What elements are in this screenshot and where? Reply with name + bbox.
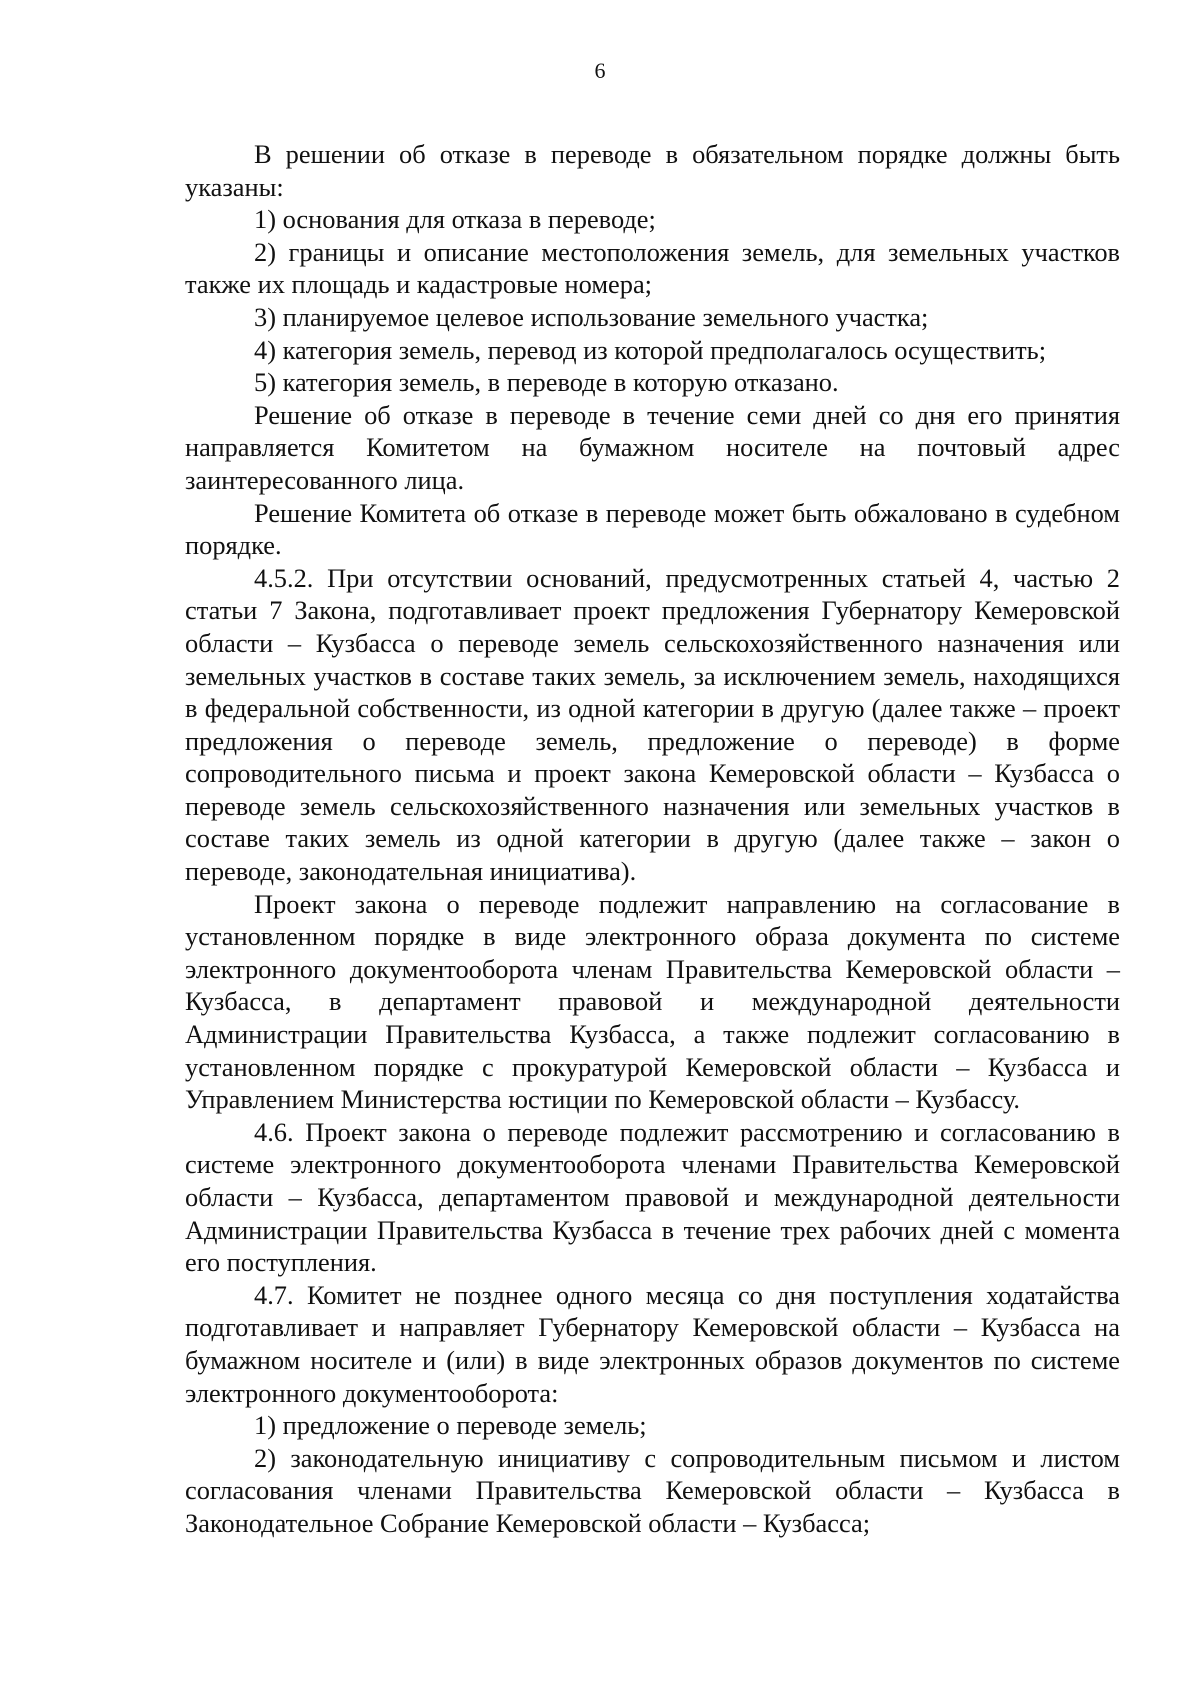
paragraph: Решение об отказе в переводе в течение семи дней со дня его принятия направляется Комитетом на бумажном носителе на почтовый адрес заинтересованного лица.: [185, 399, 1120, 495]
list-item: 1) предложение о переводе земель;: [254, 1410, 647, 1441]
list-item: 1) основания для отказа в переводе;: [254, 204, 656, 235]
paragraph: 4.7. Комитет не позднее одного месяца со дня поступления ходатайства подготавливает и направляет Губернатору Кемеровской области – Кузбасса на бумажном носителе и (или) в виде электронных образов документов по системе электронного документооборота:: [185, 1279, 1120, 1408]
document-body: [185, 138, 1120, 1540]
paragraph: 4.5.2. При отсутствии оснований, предусмотренных статьей 4, частью 2 статьи 7 Закона, подготавливает проект предложения Губернатору Кемеровской области – Кузбасса о переводе земель сельскохозяйственного назначения или земельных участков в составе таких земель, за исключением земель, находящихся в федеральной собственности, из одной категории в другую (далее также – проект предложения о переводе земель, предложение о переводе) в форме сопроводительного письма и проект закона Кемеровской области – Кузбасса о переводе земель сельскохозяйственного назначения или земельных участков в составе таких земель из одной категории в другую (далее также – закон о переводе, законодательная инициатива).: [185, 562, 1120, 887]
list-item: 4) категория земель, перевод из которой предполагалось осуществить;: [254, 334, 1047, 365]
list-item: 3) планируемое целевое использование земельного участка;: [254, 301, 929, 332]
paragraph: Решение Комитета об отказе в переводе может быть обжаловано в судебном порядке.: [185, 497, 1120, 561]
list-item: 2) законодательную инициативу с сопроводительным письмом и листом согласования членами Правительства Кемеровской области – Кузбасса в Законодательное Собрание Кемеровской области – Кузбасса;: [185, 1442, 1120, 1538]
list-item: 5) категория земель, в переводе в которую отказано.: [254, 367, 839, 398]
page-number: 6: [594, 58, 606, 83]
paragraph: 4.6. Проект закона о переводе подлежит рассмотрению и согласованию в системе электронного документооборота членами Правительства Кемеровской области – Кузбасса, департаментом правовой и международной деятельности Администрации Правительства Кузбасса в течение трех рабочих дней с момента его поступления.: [185, 1116, 1120, 1278]
paragraph: В решении об отказе в переводе в обязательном порядке должны быть указаны:: [185, 139, 1120, 202]
list-item: 2) границы и описание местоположения земель, для земельных участков также их площадь и кадастровые номера;: [185, 236, 1120, 300]
paragraph: Проект закона о переводе подлежит направлению на согласование в установленном порядке в виде электронного образа документа по системе электронного документооборота членам Правительства Кемеровской области – Кузбасса, в департамент правовой и международной деятельности Администрации Правительства Кузбасса, а также подлежит согласованию в установленном порядке с прокуратурой Кемеровской области – Кузбасса и Управлением Министерства юстиции по Кемеровской области – Кузбассу.: [185, 888, 1120, 1115]
